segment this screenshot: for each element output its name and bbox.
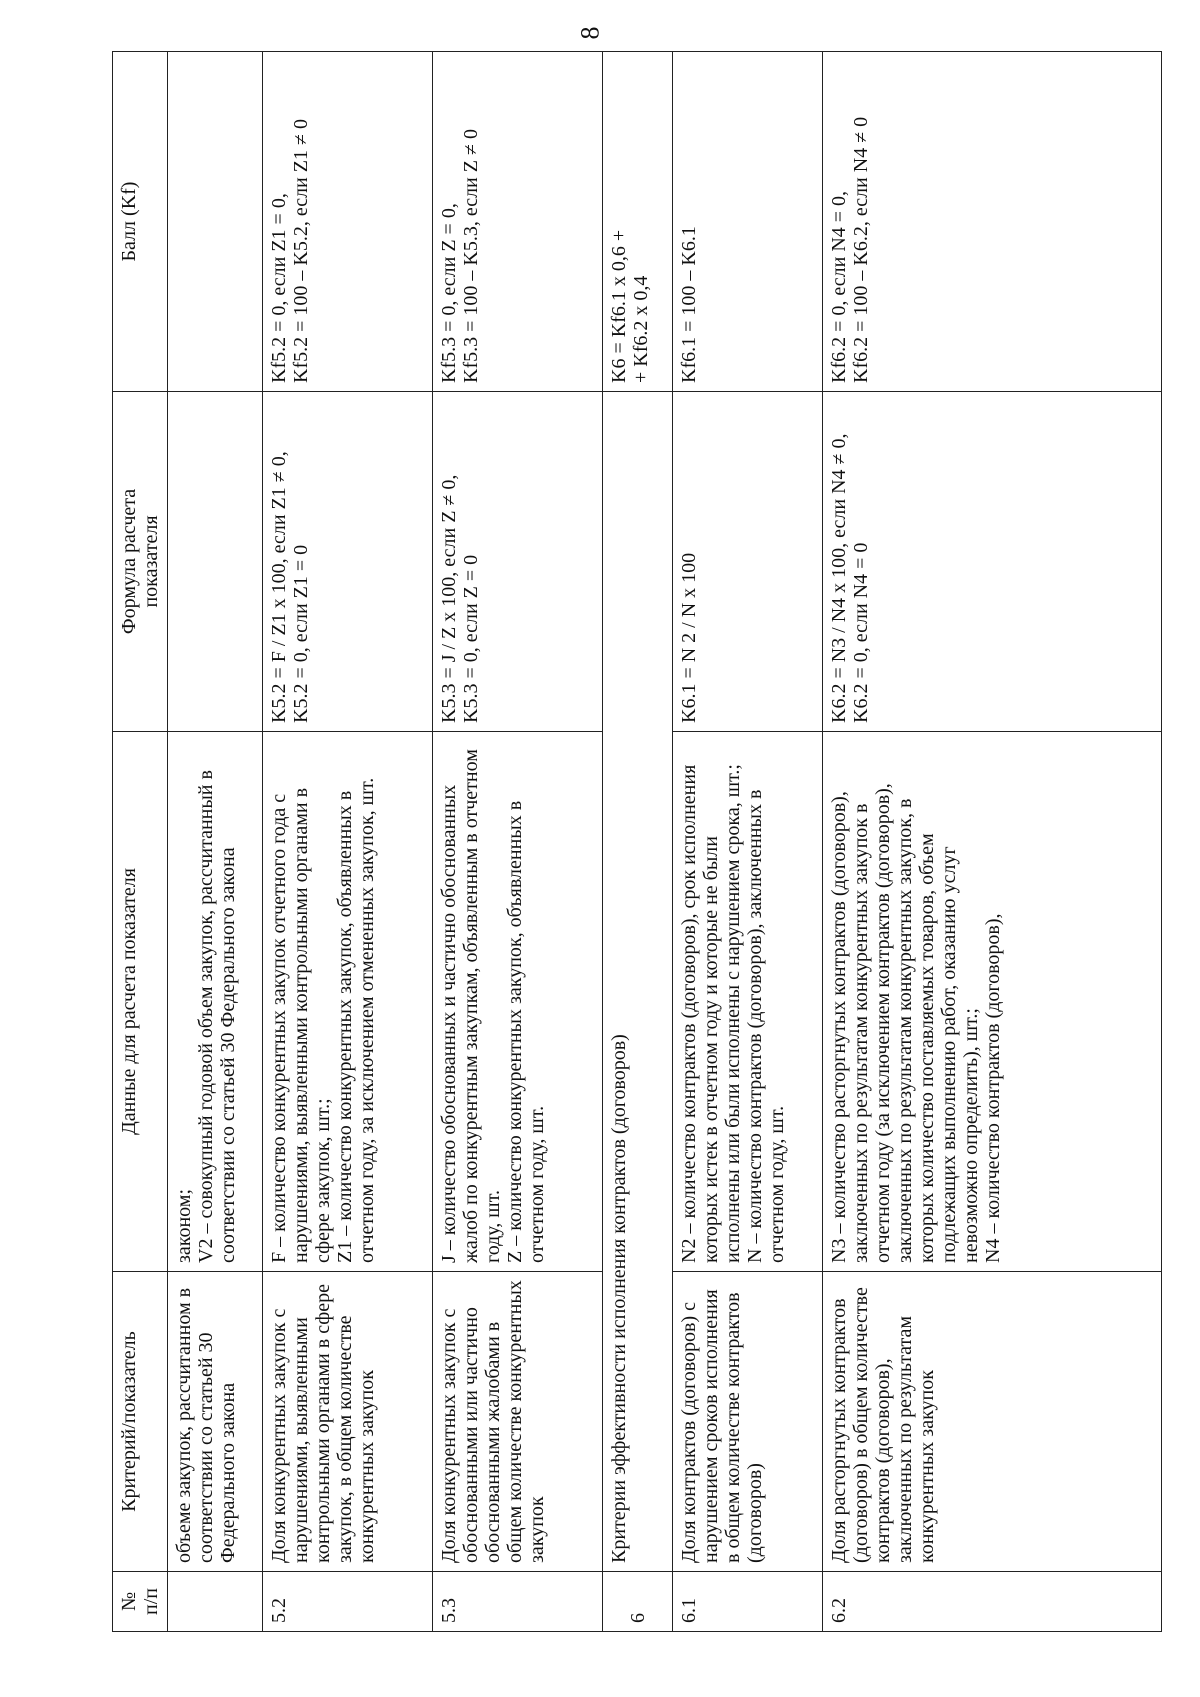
- header-data: Данные для расчета показателя: [113, 732, 168, 1272]
- row-criterion: объеме закупок, рассчитанном в соответствии со статьей 30 Федерального закона: [168, 1272, 263, 1572]
- section-row: [603, 52, 673, 1632]
- row-criterion: Доля расторгнутых контрактов (договоров) в общем количестве контрактов (договоров), заключенных по результатам конкурентных закупок: [823, 1272, 1162, 1572]
- row-score: Kf5.3 = 0, если Z = 0, Kf5.3 = 100 – K5.3, если Z ≠ 0: [433, 52, 603, 392]
- document-sheet: [112, 52, 1162, 1632]
- row-num: 6.1: [673, 1572, 823, 1632]
- row-criterion: Доля контрактов (договоров) с нарушением сроков исполнения в общем количестве контрактов (договоров): [673, 1272, 823, 1572]
- row-score: Kf6.2 = 0, если N4 = 0, Kf6.2 = 100 – K6.2, если N4 ≠ 0: [823, 52, 1162, 392]
- table-row: [168, 52, 263, 1632]
- row-formula: K5.2 = F / Z1 x 100, если Z1 ≠ 0, K5.2 = 0, если Z1 = 0: [263, 392, 433, 732]
- row-formula: K6.2 = N3 / N4 x 100, если N4 ≠ 0, K6.2 = 0, если N4 = 0: [823, 392, 1162, 732]
- header-score: Балл (Kf): [113, 52, 168, 392]
- section-score: K6 = Kf6.1 x 0,6 + + Kf6.2 x 0,4: [603, 52, 673, 392]
- row-data: N2 – количество контрактов (договоров), срок исполнения которых истек в отчетном году и которые не были исполнены или были исполнены с нарушением срока, шт.; N – количество контрактов (договоров), заключенных в отчетном году, шт.: [673, 732, 823, 1272]
- row-formula: [168, 392, 263, 732]
- page-number: 8: [575, 26, 605, 40]
- row-num: 5.3: [433, 1572, 603, 1632]
- header-criterion: Критерий/показатель: [113, 1272, 168, 1572]
- table-header-row: [113, 52, 168, 1632]
- table-row: [433, 52, 603, 1632]
- row-num: [168, 1572, 263, 1632]
- row-data: N3 – количество расторгнутых контрактов (договоров), заключенных по результатам конкурентных закупок в отчетном году (за исключением контрактов (договоров), заключенных по результатам конкурентных закупок, в которых количество поставляемых товаров, объем подлежащих выполнению работ, оказанию услуг невозможно определить), шт.; N4 – количество контрактов (договоров),: [823, 732, 1162, 1272]
- header-num: № п/п: [113, 1572, 168, 1632]
- section-title: Критерии эффективности исполнения контрактов (договоров): [603, 392, 673, 1572]
- section-num: 6: [603, 1572, 673, 1632]
- row-score: Kf6.1 = 100 – K6.1: [673, 52, 823, 392]
- row-data: J – количество обоснованных и частично обоснованных жалоб по конкурентным закупкам, объявленным в отчетном году, шт. Z – количество конкурентных закупок, объявленных в отчетном году, шт.: [433, 732, 603, 1272]
- row-num: 6.2: [823, 1572, 1162, 1632]
- row-num: 5.2: [263, 1572, 433, 1632]
- criteria-table: [112, 51, 1162, 1632]
- table-row: [823, 52, 1162, 1632]
- row-criterion: Доля конкурентных закупок с обоснованными или частично обоснованными жалобами в общем количестве конкурентных закупок: [433, 1272, 603, 1572]
- row-data: F – количество конкурентных закупок отчетного года с нарушениями, выявленными контрольными органами в сфере закупок, шт.; Z1 – количество конкурентных закупок, объявленных в отчетном году, за исключением отмененных закупок, шт.: [263, 732, 433, 1272]
- row-score: Kf5.2 = 0, если Z1 = 0, Kf5.2 = 100 – K5.2, если Z1 ≠ 0: [263, 52, 433, 392]
- table-row: [263, 52, 433, 1632]
- table-row: [673, 52, 823, 1632]
- row-data: законом; V2 – совокупный годовой объем закупок, рассчитанный в соответствии со статьей 30 Федерального закона: [168, 732, 263, 1272]
- row-criterion: Доля конкурентных закупок с нарушениями, выявленными контрольными органами в сфере закупок, в общем количестве конкурентных закупок: [263, 1272, 433, 1572]
- row-score: [168, 52, 263, 392]
- rotated-page: [112, 52, 1162, 1632]
- row-formula: K5.3 = J / Z x 100, если Z ≠ 0, K5.3 = 0, если Z = 0: [433, 392, 603, 732]
- header-formula: Формула расчета показателя: [113, 392, 168, 732]
- row-formula: K6.1 = N 2 / N x 100: [673, 392, 823, 732]
